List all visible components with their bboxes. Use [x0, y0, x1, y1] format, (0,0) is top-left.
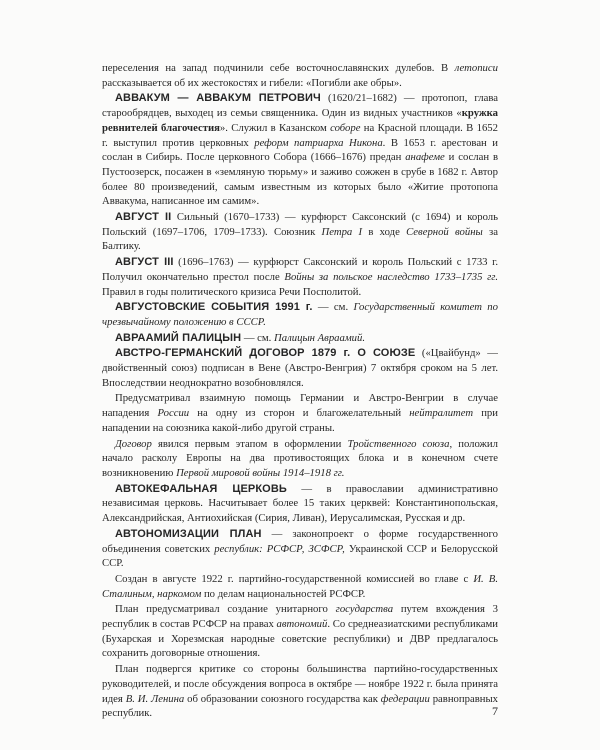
headword: АВСТРО-ГЕРМАНСКИЙ ДОГОВОР 1879 г. О СОЮЗЕ [115, 347, 416, 360]
headword: АВГУСТ III [115, 256, 174, 269]
entry-avraamiy: АВРААМИЙ ПАЛИЦЫН — см. Палицын Авраамий. [115, 331, 366, 344]
carryover-paragraph: переселения на запад подчинили себе восточнославянских дулебов. В летописи рассказывается об их жестокостях и гибели: «Погибли аке обры». [102, 62, 498, 89]
headword: АВРААМИЙ ПАЛИЦЫН [115, 331, 242, 344]
headword: АВТОНОМИЗАЦИИ ПЛАН [115, 527, 262, 540]
autonomization-paragraph-2: Создан в августе 1922 г. партийно-государственной комиссией во главе с И. В. Сталиным, наркомом по делам национальностей РСФСР. [102, 572, 498, 600]
headword: АВТОКЕФАЛЬНАЯ ЦЕРКОВЬ [115, 482, 287, 495]
dictionary-text [102, 61, 498, 721]
entry-avvakum: АВВАКУМ — АВВАКУМ ПЕТРОВИЧ (1620/21–1682) — протопоп, глава старообрядцев, выходец из семьи священника. Один из видных участников «кружка ревнителей благочестия». Служил в Казанском соборе на Красной площади. В 1652 г. выступил против церковных реформ патриарха Никона. В 1653 г. арестован и сослан в Сибирь. После церковного Собора (1666–1676) предан анафеме и сослан в Пустоозерск, посажен в «земляную тюрьму» и заживо сожжен в срубе в 1682 г. Автор более 80 произведений, самым известным из которых было «Житие протопопа Аввакума, написанное им самим». [102, 92, 498, 208]
entry-autocephaly: АВТОКЕФАЛЬНАЯ ЦЕРКОВЬ — в православии административно независимая церковь. Насчитывает более 15 таких церквей: Константинопольская, Александрийская, Антиохийская (Сирия, Ливан), Иерусалимская, Русская и др. [102, 482, 499, 525]
headword: АВГУСТОВСКИЕ СОБЫТИЯ 1991 г. [115, 301, 313, 314]
autonomization-paragraph-3: План предусматривал создание унитарного государства путем вхождения 3 республик в состав РСФСР на правах автономий. Со среднеазиатскими республиками (Бухарская и Хорезмская народные советские республики) и ДВР предлагалось сохранить договорные отношения. [102, 603, 498, 660]
headword: АВГУСТ II [115, 211, 172, 224]
autonomization-paragraph-4: План подвергся критике со стороны большинства партийно-государственных руководителей, и после обсуждения вопроса в октябре — ноябре 1922 г. была принята идея В. И. Ленина об образовании союзного государства как федерации равноправных республик. [102, 663, 498, 720]
entry-autonomization: АВТОНОМИЗАЦИИ ПЛАН — законопроект о форме государственного объединения советских республик: РСФСР, ЗСФСР, Украинской ССР и Белорусской ССР. [102, 527, 499, 570]
treaty-paragraph-3: Договор явился первым этапом в оформлении Тройственного союза, положил начало расколу Европы на два противостоящих блока и в конечном счете возникновению Первой мировой войны 1914–1918 гг. [102, 437, 498, 479]
entry-august-1991: АВГУСТОВСКИЕ СОБЫТИЯ 1991 г. — см. Государственный комитет по чрезвычайному положению в СССР. [102, 301, 498, 328]
entry-avgust-iii: АВГУСТ III (1696–1763) — курфюрст Саксонский и король Польский с 1733 г. Получил окончательно престол после Войны за польское наследство 1733–1735 гг. Правил в годы политического кризиса Речи Посполитой. [102, 256, 498, 298]
page-number: 7 [492, 704, 498, 718]
headword: АВВАКУМ — АВВАКУМ ПЕТРОВИЧ [115, 92, 321, 105]
treaty-paragraph-2: Предусматривал взаимную помощь Германии и Австро-Венгрии в случае нападения России на одну из сторон и благожелательный нейтралитет при нападении на союзника какой-либо другой страны. [102, 392, 498, 434]
entry-treaty-1879: АВСТРО-ГЕРМАНСКИЙ ДОГОВОР 1879 г. О СОЮЗЕ («Цвайбунд» — двойственный союз) подписан в Вене (Австро-Венгрия) 7 октября сроком на 5 лет. Впоследствии неоднократно возобновлялся. [102, 347, 498, 389]
entry-avgust-ii: АВГУСТ II Сильный (1670–1733) — курфюрст Саксонский (с 1694) и король Польский (1697–1706, 1709–1733). Союзник Петра I в ходе Северной войны за Балтику. [102, 211, 498, 253]
